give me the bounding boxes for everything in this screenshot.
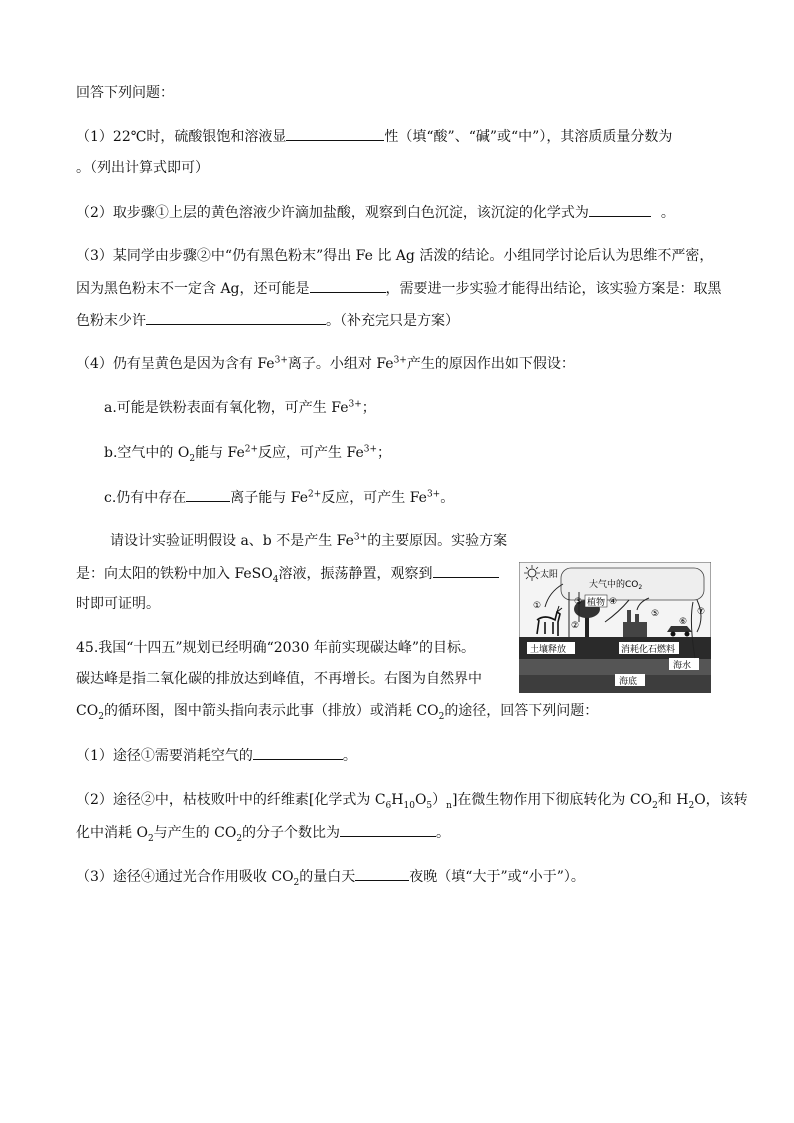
answer-blank[interactable] bbox=[186, 487, 230, 502]
experiment-line-2: 是：向太阳的铁粉中加入 FeSO$_4$溶液，振荡静置，观察到 bbox=[76, 563, 499, 584]
answer-blank[interactable] bbox=[253, 745, 343, 760]
step-2-label: ② bbox=[571, 621, 580, 631]
step-4-label: ④ bbox=[609, 597, 618, 607]
answer-blank[interactable] bbox=[146, 310, 326, 325]
intro-text: 回答下列问题： bbox=[76, 85, 174, 101]
atmosphere-label: 大气中的$CO_2$ bbox=[589, 580, 643, 591]
question-45-line-3: $CO_2$的循环图，图中箭头指向表示此事（排放）或消耗 $CO_2$的途径，回答下列问题： bbox=[76, 703, 599, 722]
answer-blank[interactable] bbox=[286, 126, 384, 141]
step-6-label: ⑥ bbox=[679, 617, 688, 627]
answer-blank[interactable] bbox=[310, 278, 386, 293]
answer-blank[interactable] bbox=[340, 822, 436, 837]
question-45-line-2: 碳达峰是指二氧化碳的排放达到峰值，不再增长。右图为自然界中 bbox=[76, 671, 482, 687]
question-1-line-1: （1）22℃时，硫酸银饱和溶液显 性（填“酸”、“碱”或“中”），其溶质质量分数为 bbox=[76, 126, 672, 147]
experiment-line-3: 时即可证明。 bbox=[76, 596, 160, 612]
carbon-cycle-figure bbox=[519, 562, 711, 693]
question-45-part-2-line-2: 化中消耗 $O_2$与产生的 $CO_2$的分子个数比为 。 bbox=[76, 822, 450, 843]
question-45-part-1: （1）途径①需要消耗空气的 。 bbox=[76, 745, 357, 766]
question-45-part-2-line-1: （2）途径②中，枯枝败叶中的纤维素[化学式为 $C_6H_{10}O_5)_n$]在微生物作用下彻底转化为 $CO_2$和 $H_2O$，该转 bbox=[76, 792, 748, 811]
plant-label: 植物 bbox=[587, 598, 606, 608]
answer-blank[interactable] bbox=[433, 563, 499, 578]
question-3-line-1: （3）某同学由步骤②中“仍有黑色粉末”得出 Fe 比 Ag 活泼的结论。小组同学讨论后认为思维不严密， bbox=[76, 248, 714, 264]
question-3-line-2: 因为黑色粉末不一定含 Ag，还可能是 ，需要进一步实验才能得出结论，该实验方案是：取黑 bbox=[76, 278, 722, 299]
sea-label: 海水 bbox=[673, 661, 692, 671]
question-3-line-3: 色粉末少许 。（补充完只是方案） bbox=[76, 310, 459, 331]
sun-label: 太阳 bbox=[540, 570, 559, 580]
question-45-part-3: （3）途径④通过光合作用吸收 $CO_2$的量白天 夜晚（填“大于”或“小于”）。 bbox=[76, 866, 585, 887]
experiment-line-1: 请设计实验证明假设 a、b 不是产生 $Fe^{3+}$的主要原因。实验方案 bbox=[110, 532, 508, 549]
step-5-label: ⑤ bbox=[651, 609, 660, 619]
seabed-label: 海底 bbox=[619, 677, 638, 687]
answer-blank[interactable] bbox=[589, 202, 651, 217]
hypothesis-a: a.可能是铁粉表面有氧化物，可产生 $Fe^{3+}$； bbox=[104, 399, 376, 416]
question-45-line-1: 45.我国“十四五”规划已经明确“2030 年前实现碳达峰”的目标。 bbox=[76, 640, 475, 656]
step-7-label: ⑦ bbox=[697, 607, 706, 617]
question-2: （2）取步骤①上层的黄色溶液少许滴加盐酸，观察到白色沉淀，该沉淀的化学式为 。 bbox=[76, 202, 675, 223]
fossil-label: 消耗化石燃料 bbox=[621, 645, 676, 655]
step-1-label: ① bbox=[533, 601, 542, 611]
hypothesis-c: c.仍有中存在 离子能与 $Fe^{2+}$反应，可产生 $Fe^{3+}$。 bbox=[104, 487, 454, 508]
step-3-label: ③ bbox=[574, 597, 583, 607]
hypothesis-b: b.空气中的 $O_2$能与 $Fe^{2+}$反应，可产生 $Fe^{3+}$； bbox=[104, 444, 392, 464]
question-4: （4）仍有呈黄色是因为含有 $Fe^{3+}$离子。小组对 $Fe^{3+}$产生的原因作出如下假设： bbox=[76, 355, 575, 372]
question-1-line-2: 。（列出计算式即可） bbox=[76, 160, 209, 176]
soil-label: 土壤释放 bbox=[530, 645, 567, 655]
answer-blank[interactable] bbox=[355, 866, 409, 881]
